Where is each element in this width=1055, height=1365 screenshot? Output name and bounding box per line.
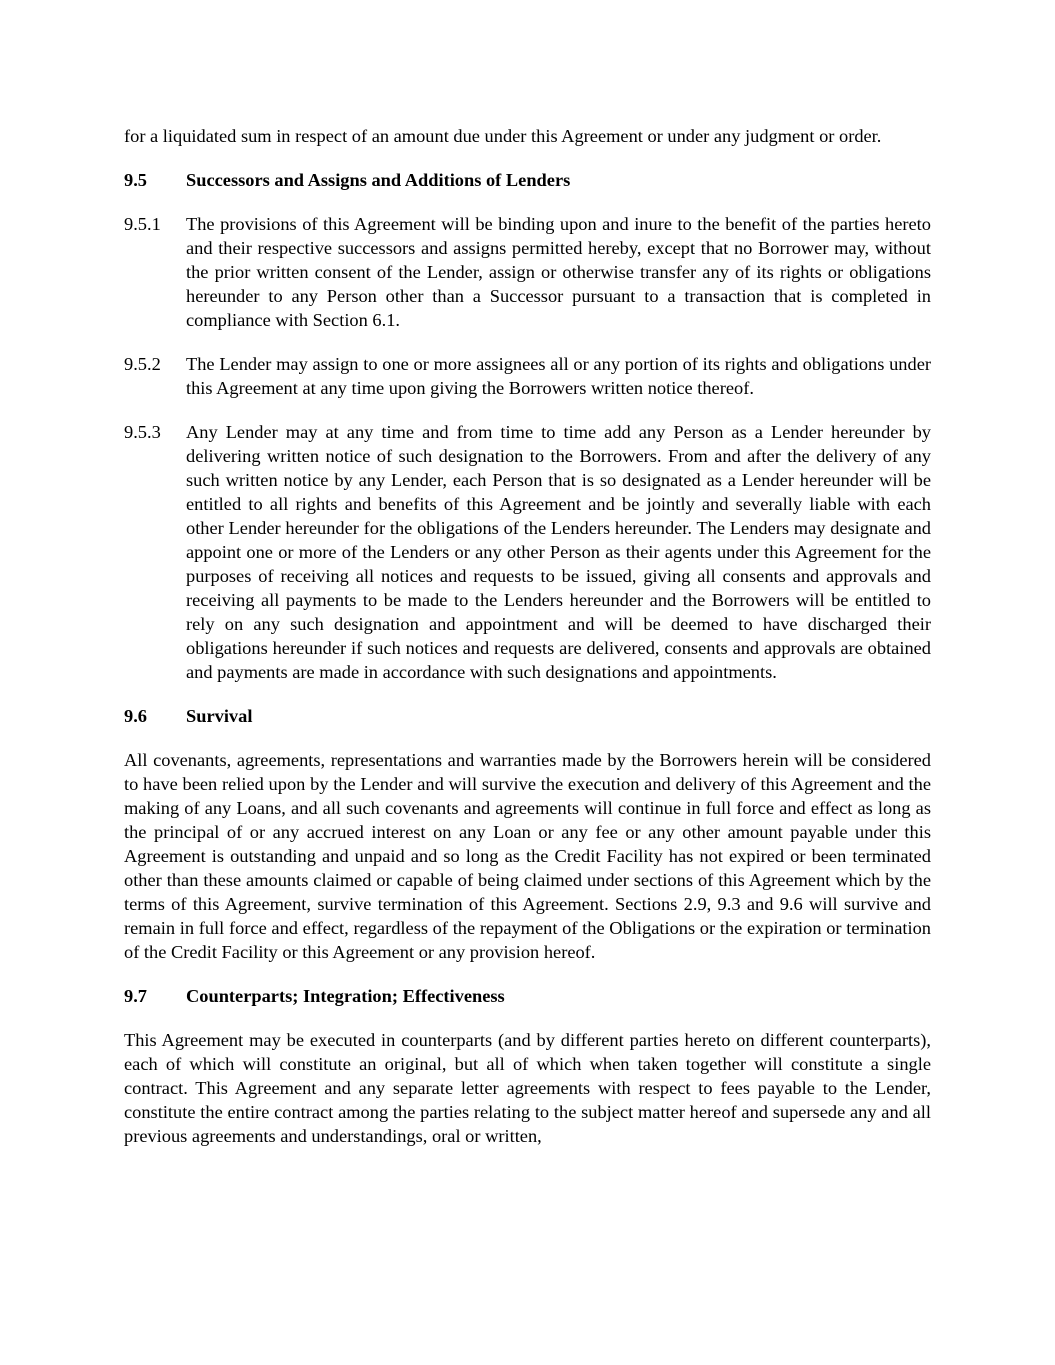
- opening-paragraph: for a liquidated sum in respect of an amount due under this Agreement or under any judgment or order.: [124, 126, 882, 146]
- subsection-9-5-1: [124, 212, 931, 332]
- section-title: Successors and Assigns and Additions of Lenders: [186, 170, 571, 190]
- subsection-number: 9.5.2: [124, 354, 161, 374]
- subsection-text: The provisions of this Agreement will be binding upon and inure to the benefit of the parties hereto and their respective successors and assigns permitted hereby, except that no Borrower may, without the prior written consent of the Lender, assign or otherwise transfer any of its rights or obligations hereunder to any Person other than a Successor pursuant to a transaction that is completed in compliance with Section 6.1.: [186, 214, 931, 330]
- subsection-text: Any Lender may at any time and from time to time add any Person as a Lender hereunder by delivering written notice of such designation to the Borrowers. From and after the delivery of any such written notice by any Lender, each Person that is so designated as a Lender hereunder will be entitled to all rights and benefits of this Agreement and be jointly and severally liable with each other Lender hereunder for the obligations of the Lenders hereunder. The Lenders may designate and appoint one or more of the Lenders or any other Person as their agents under this Agreement for the purposes of receiving all notices and requests to be issued, giving all consents and approvals and receiving all payments to be made to the Lenders hereunder and the Borrowers will be entitled to rely on any such designation and appointment and will be deemed to have discharged their obligations hereunder if such notices and requests are delivered, consents and approvals are obtained and payments are made in accordance with such designations and appointments.: [186, 422, 931, 682]
- section-number: 9.7: [124, 986, 147, 1006]
- subsection-9-5-3: [124, 420, 931, 684]
- section-title: Survival: [186, 706, 253, 726]
- counterparts-paragraph: This Agreement may be executed in counterparts (and by different parties hereto on different counterparts), each of which will constitute an original, but all of which when taken together will constitute a single contract. This Agreement and any separate letter agreements with respect to fees payable to the Lender, constitute the entire contract among the parties relating to the subject matter hereof and supersede any and all previous agreements and understandings, oral or written,: [124, 1030, 931, 1146]
- subsection-number: 9.5.3: [124, 422, 161, 442]
- document-page: [124, 124, 931, 1168]
- section-heading-9-5: [124, 168, 931, 192]
- subsection-text: The Lender may assign to one or more assignees all or any portion of its rights and obligations under this Agreement at any time upon giving the Borrowers written notice thereof.: [186, 354, 931, 398]
- survival-paragraph: All covenants, agreements, representations and warranties made by the Borrowers herein will be considered to have been relied upon by the Lender and will survive the execution and delivery of this Agreement and the making of any Loans, and all such covenants and agreements will continue in full force and effect as long as the principal of or any accrued interest on any Loan or any fee or any other amount payable under this Agreement is outstanding and unpaid and so long as the Credit Facility has not expired or been terminated other than these amounts claimed or capable of being claimed under sections of this Agreement which by the terms of this Agreement, survive termination of this Agreement. Sections 2.9, 9.3 and 9.6 will survive and remain in full force and effect, regardless of the repayment of the Obligations or the expiration or termination of the Credit Facility or this Agreement or any provision hereof.: [124, 750, 931, 962]
- section-heading-9-7: [124, 984, 931, 1008]
- subsection-9-5-2: [124, 352, 931, 400]
- section-title: Counterparts; Integration; Effectiveness: [186, 986, 505, 1006]
- section-number: 9.5: [124, 170, 147, 190]
- section-heading-9-6: [124, 704, 931, 728]
- section-number: 9.6: [124, 706, 147, 726]
- subsection-number: 9.5.1: [124, 214, 161, 234]
